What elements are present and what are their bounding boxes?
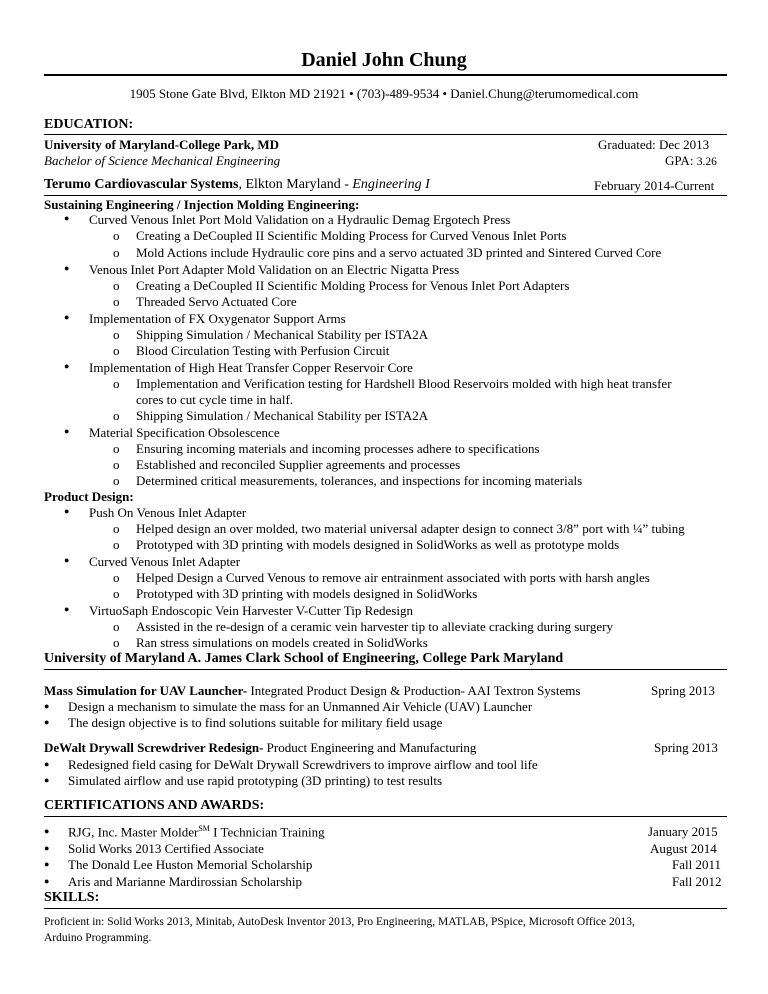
bullet-icon: ● xyxy=(64,361,70,371)
terumo-rule xyxy=(44,195,727,196)
list-item: Redesigned field casing for DeWalt Drywall Screwdrivers to improve airflow and tool life xyxy=(68,757,538,772)
sub-bullet-icon: o xyxy=(113,586,120,601)
terumo-line xyxy=(44,177,430,193)
project-uav-date: Spring 2013 xyxy=(651,683,715,698)
list-item: Simulated airflow and use rapid prototyping (3D printing) to test results xyxy=(68,773,443,788)
education-graduated: Graduated: Dec 2013 xyxy=(598,137,710,152)
list-item: Push On Venous Inlet Adapter xyxy=(89,505,247,520)
list-item: Material Specification Obsolescence xyxy=(89,425,280,440)
gpa-value: 3.26 xyxy=(696,156,717,168)
list-item: Blood Circulation Testing with Perfusion Circuit xyxy=(136,343,390,358)
list-item: Ensuring incoming materials and incoming processes adhere to specifications xyxy=(136,441,540,456)
sub-bullet-icon: o xyxy=(113,635,120,650)
sub-bullet-icon: o xyxy=(113,521,120,536)
project-uav-title: Mass Simulation for UAV Launcher- xyxy=(44,683,248,698)
list-item: Threaded Servo Actuated Core xyxy=(136,294,297,309)
list-item: Shipping Simulation / Mechanical Stability per ISTA2A xyxy=(136,327,429,342)
bullet-icon: ● xyxy=(44,843,50,853)
project-uav-desc: Integrated Product Design & Production- AAI Textron Systems xyxy=(247,683,581,698)
sub-bullet-icon: o xyxy=(113,408,120,423)
list-item: The design objective is to find solutions suitable for military field usage xyxy=(68,715,443,730)
sub-bullet-icon: o xyxy=(113,343,120,358)
umd-rule xyxy=(44,669,727,670)
list-item: Shipping Simulation / Mechanical Stability per ISTA2A xyxy=(136,408,429,423)
bullet-icon: ● xyxy=(64,426,70,436)
sub-bullet-icon: o xyxy=(113,473,120,488)
bullet-icon: ● xyxy=(64,604,70,614)
education-school: University of Maryland-College Park, MD xyxy=(44,137,280,152)
education-gpa xyxy=(665,153,717,169)
cert-date: August 2014 xyxy=(650,841,717,856)
sub-bullet-icon: o xyxy=(113,570,120,585)
list-item: Mold Actions include Hydraulic core pins and a servo actuated 3D printed and Sintered Curved Core xyxy=(136,245,662,260)
skills-line-1: Proficient in: Solid Works 2013, Minitab, AutoDesk Inventor 2013, Pro Engineering, MATLAB, PSpice, Microsoft Office 2013, xyxy=(44,916,635,928)
certs-heading: CERTIFICATIONS AND AWARDS: xyxy=(44,798,265,813)
list-item: Prototyped with 3D printing with models designed in SolidWorks as well as prototype molds xyxy=(136,537,620,552)
list-item: VirtuoSaph Endoscopic Vein Harvester V-Cutter Tip Redesign xyxy=(89,603,413,618)
cert-date: January 2015 xyxy=(648,824,718,839)
product-heading: Product Design: xyxy=(44,489,134,504)
umd-heading: University of Maryland A. James Clark School of Engineering, College Park Maryland xyxy=(44,651,564,666)
cert-date: Fall 2012 xyxy=(672,874,722,889)
list-item: Curved Venous Inlet Adapter xyxy=(89,554,241,569)
list-item: Creating a DeCoupled II Scientific Molding Process for Curved Venous Inlet Ports xyxy=(136,228,567,243)
project-dewalt-desc: Product Engineering and Manufacturing xyxy=(263,740,477,755)
list-item: Determined critical measurements, tolerances, and inspections for incoming materials xyxy=(136,473,583,488)
bullet-icon: ● xyxy=(64,555,70,565)
cert-item: Solid Works 2013 Certified Associate xyxy=(68,841,264,856)
candidate-name: Daniel John Chung xyxy=(301,49,467,71)
skills-rule xyxy=(44,908,727,909)
sub-bullet-icon: o xyxy=(113,327,120,342)
list-item: Implementation of High Heat Transfer Copper Reservoir Core xyxy=(89,360,413,375)
contact-line: 1905 Stone Gate Blvd, Elkton MD 21921 • (703)-489-9534 • Daniel.Chung@terumomedical.com xyxy=(129,86,639,101)
bullet-icon: ● xyxy=(44,701,50,711)
sub-bullet-icon: o xyxy=(113,228,120,243)
certs-rule xyxy=(44,816,727,817)
bullet-icon: ● xyxy=(44,876,50,886)
sub-bullet-icon: o xyxy=(113,376,120,391)
bullet-icon: ● xyxy=(44,775,50,785)
project-dewalt-title: DeWalt Drywall Screwdriver Redesign- xyxy=(44,740,264,755)
gpa-label: GPA: xyxy=(665,153,694,168)
bullet-icon: ● xyxy=(64,263,70,273)
list-item: Ran stress simulations on models created in SolidWorks xyxy=(136,635,428,650)
sustaining-heading: Sustaining Engineering / Injection Molding Engineering: xyxy=(44,197,360,212)
terumo-company: Terumo Cardiovascular Systems xyxy=(44,177,239,192)
bullet-icon: ● xyxy=(64,213,70,223)
cert-item xyxy=(68,824,325,840)
education-degree: Bachelor of Science Mechanical Engineering xyxy=(44,153,281,168)
terumo-title: Engineering I xyxy=(352,177,430,192)
list-item: Curved Venous Inlet Port Mold Validation on a Hydraulic Demag Ergotech Press xyxy=(89,212,511,227)
service-mark: SM xyxy=(198,824,210,833)
sub-bullet-icon: o xyxy=(113,278,120,293)
sub-bullet-icon: o xyxy=(113,457,120,472)
list-item: Implementation of FX Oxygenator Support Arms xyxy=(89,311,346,326)
bullet-icon: ● xyxy=(44,717,50,727)
list-item: Prototyped with 3D printing with models designed in SolidWorks xyxy=(136,586,478,601)
cert-date: Fall 2011 xyxy=(672,857,721,872)
terumo-dates: February 2014-Current xyxy=(594,178,715,193)
sub-bullet-icon: o xyxy=(113,441,120,456)
terumo-location: , Elkton Maryland - xyxy=(238,177,353,192)
bullet-icon: ● xyxy=(44,759,50,769)
bullet-icon: ● xyxy=(44,859,50,869)
project-dewalt-line xyxy=(44,740,476,756)
list-item: Implementation and Verification testing for Hardshell Blood Reservoirs molded with high heat transfer xyxy=(136,376,672,391)
list-item: Assisted in the re-design of a ceramic vein harvester tip to alleviate cracking during surgery xyxy=(136,619,613,634)
skills-line-2: Arduino Programming. xyxy=(44,932,152,944)
cert-item: Aris and Marianne Mardirossian Scholarship xyxy=(68,874,302,889)
sub-bullet-icon: o xyxy=(113,537,120,552)
education-rule xyxy=(44,134,727,135)
list-item: Venous Inlet Port Adapter Mold Validation on an Electric Nigatta Press xyxy=(89,262,460,277)
bullet-icon: ● xyxy=(44,826,50,836)
sub-bullet-icon: o xyxy=(113,619,120,634)
list-item: Creating a DeCoupled II Scientific Molding Process for Venous Inlet Port Adapters xyxy=(136,278,570,293)
cert-item: The Donald Lee Huston Memorial Scholarship xyxy=(68,857,313,872)
list-item: Helped Design a Curved Venous to remove air entrainment associated with ports with harsh angles xyxy=(136,570,650,585)
list-item: Helped design an over molded, two material universal adapter design to connect 3/8” port with ¼” tubing xyxy=(136,521,685,536)
project-uav-line xyxy=(44,683,580,699)
bullet-icon: ● xyxy=(64,506,70,516)
skills-heading: SKILLS: xyxy=(44,890,100,905)
project-dewalt-date: Spring 2013 xyxy=(654,740,718,755)
list-item: Established and reconciled Supplier agreements and processes xyxy=(136,457,461,472)
cert-rjg-name: RJG, Inc. Master Molder xyxy=(68,824,199,840)
education-heading: EDUCATION: xyxy=(44,117,134,132)
list-item: Design a mechanism to simulate the mass for an Unmanned Air Vehicle (UAV) Launcher xyxy=(68,699,533,714)
sub-bullet-icon: o xyxy=(113,294,120,309)
sub-bullet-icon: o xyxy=(113,245,120,260)
header-rule xyxy=(44,74,727,76)
list-item-continued: cores to cut cycle time in half. xyxy=(136,392,294,407)
cert-rjg-suffix: I Technician Training xyxy=(209,824,325,840)
bullet-icon: ● xyxy=(64,312,70,322)
